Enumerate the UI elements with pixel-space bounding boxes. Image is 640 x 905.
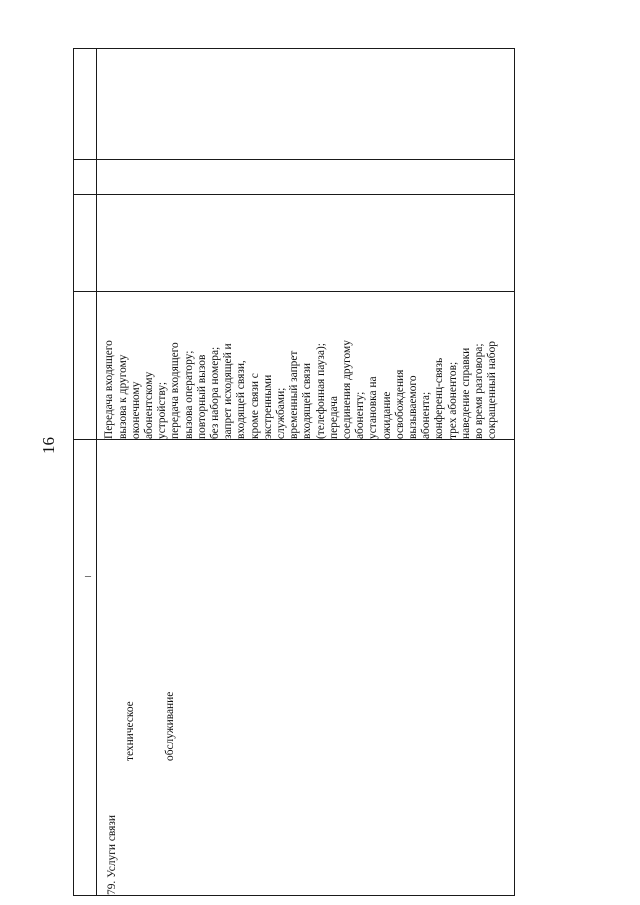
services-table bbox=[73, 48, 515, 896]
row-divider bbox=[74, 194, 514, 195]
empty-dash: – bbox=[85, 568, 91, 582]
header-divider bbox=[96, 49, 97, 895]
row-divider bbox=[74, 291, 514, 292]
category-cell: техническое обслуживание bbox=[124, 691, 177, 761]
services-list-1: Передача входящего вызова к другому оконечному абонентскому устройству; передача входящего вызова оператору; повторный вызов без набора номера; запрет исходящей и входящей связи, кроме связи с экстренными службами; временный запрет входящей связи (телефонная пауза); передача соединения другому абоненту; установка на ожидание освобождения вызываемого абонента; конференц-связь трех абонентов; наведение справки во время разговора; сокращенный набор bbox=[103, 340, 499, 439]
row-divider bbox=[74, 439, 514, 440]
service-label: 79. Услуги связи bbox=[106, 815, 119, 895]
page-number: 16 bbox=[39, 437, 58, 454]
row-divider bbox=[74, 159, 514, 160]
